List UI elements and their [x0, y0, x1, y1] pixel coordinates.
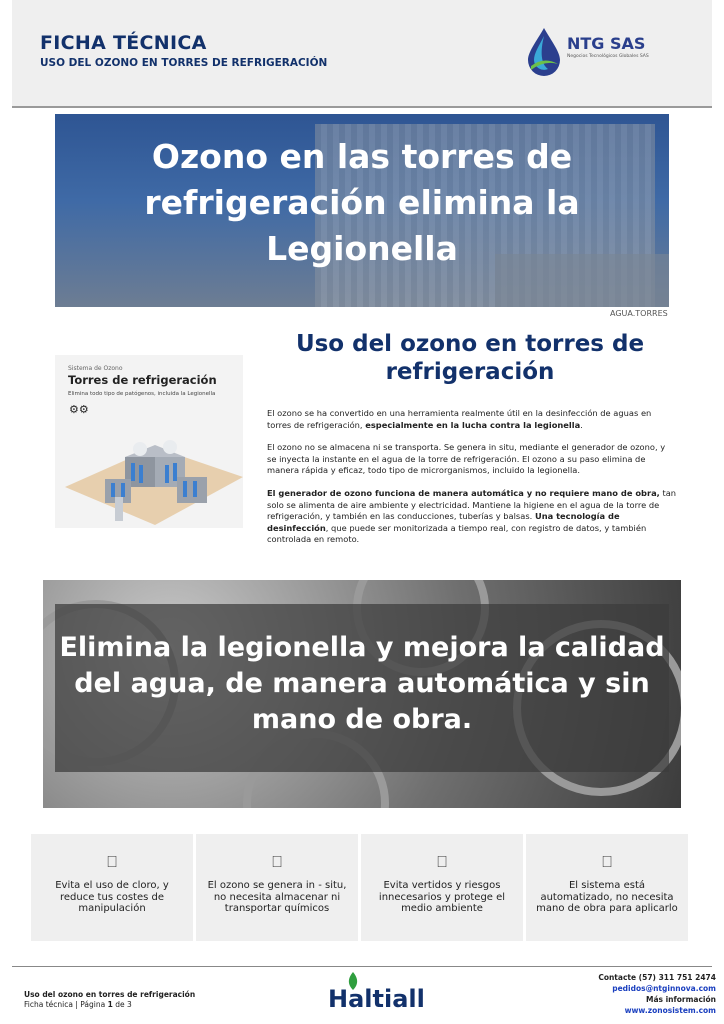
benefit-card-text: El ozono se genera in - situ, no necesita almacenar ni transportar químicos [207, 880, 347, 914]
footer-page-total: 3 [126, 1000, 132, 1009]
benefit-card-text: Evita vertidos y riesgos innecesarios y protege el medio ambiente [378, 880, 506, 914]
footer-doc-title: Uso del ozono en torres de refrigeración [24, 990, 196, 999]
paragraph-text: . [580, 419, 583, 430]
footer-email-link[interactable]: pedidos@ntginnova.com [612, 984, 716, 993]
section-body [267, 408, 677, 557]
placeholder-icon: ⎕ [272, 852, 282, 871]
paragraph-bold-text: Una tecnología de desinfección [267, 511, 620, 533]
section-title: Uso del ozono en torres de refrigeración [295, 331, 645, 385]
benefit-card [31, 834, 193, 941]
product-image-label-small: Sistema de Ozono [68, 365, 123, 372]
hero2-headline: Elimina la legionella y mejora la calidad del agua, de manera automática y sin mano de obra. [59, 632, 665, 735]
footer-page-mid: de [112, 1000, 127, 1009]
paragraph-text: , que puede ser monitorizada a tiempo real, con registro de datos, y también controlada en remoto. [267, 522, 647, 545]
benefit-card [361, 834, 523, 941]
footer-divider [12, 966, 712, 967]
footer-page-number: 1 [107, 1000, 113, 1009]
benefit-card-text: El sistema está automatizado, no necesita mano de obra para aplicarlo [536, 880, 678, 914]
paragraph-bold-text: especialmente en la lucha contra la legionella [365, 419, 581, 430]
placeholder-icon: ⎕ [107, 852, 117, 871]
footer-page-info [24, 1000, 132, 1009]
paragraph-bold-text: El generador de ozono funciona de manera automática y no requiere mano de obra, [267, 487, 660, 498]
ntg-drop-logo-icon [524, 26, 564, 76]
paragraph-3 [267, 488, 677, 546]
product-image-label-desc: Elimina todo tipo de patógenos, incluida la Legionella [68, 391, 216, 397]
hero-banner-cooling-tower [55, 114, 669, 307]
benefit-card [526, 834, 688, 941]
ntg-logo-text: NTG SAS [567, 34, 646, 53]
benefit-card-text: Evita el uso de cloro, y reduce tus costes de manipulación [55, 880, 169, 914]
product-image-label-title: Torres de refrigeración [68, 373, 217, 387]
product-image [55, 355, 243, 528]
image-caption: AGUA.TORRES [610, 309, 668, 318]
haltiall-logo-text: Haltiall [328, 985, 425, 1013]
placeholder-icon: ⎕ [437, 852, 447, 871]
footer-page-prefix: Ficha técnica | Página [24, 1000, 108, 1009]
paragraph-text: El ozono no se almacena ni se transporta. Se genera in situ, mediante el generador de ozono, y se inyecta la instante en el agua de la torre de refrigeración. El ozono a su paso elimina de manera rápida y eficaz, todo tipo de microrganismos, incluido la legionella. [267, 442, 666, 476]
hero-banner-pipes [43, 580, 681, 808]
cooling-tower-illustration [65, 417, 243, 528]
paragraph-2 [267, 442, 677, 477]
paragraph-text: El ozono se ha convertido en una herramienta realmente útil en la desinfección de aguas en torres de refrigeración, [267, 408, 652, 430]
page-header [12, 0, 712, 108]
header-subtitle: USO DEL OZONO EN TORRES DE REFRIGERACIÓN [40, 57, 328, 69]
footer-more-info: Más información [645, 995, 716, 1004]
header-title: FICHA TÉCNICA [40, 32, 207, 54]
paragraph-text: tan solo se alimenta de aire ambiente y electricidad. Mantiene la higiene en el agua de la torre de refrigeración, y también en las conducciones, tuberías y balsas. [267, 487, 677, 522]
footer-website-link[interactable]: www.zonosistem.com [624, 1006, 716, 1015]
hero-headline: Ozono en las torres de refrigeración elimina la Legionella [144, 137, 580, 268]
bacteria-icon: ⚙⚙ [69, 403, 89, 416]
placeholder-icon: ⎕ [602, 852, 612, 871]
benefit-card [196, 834, 358, 941]
paragraph-1 [267, 408, 677, 431]
ntg-logo-tagline: Negocios Tecnológicos Globales SAS [567, 54, 649, 59]
footer-contact-phone: Contacte (57) 311 751 2474 [598, 973, 716, 982]
